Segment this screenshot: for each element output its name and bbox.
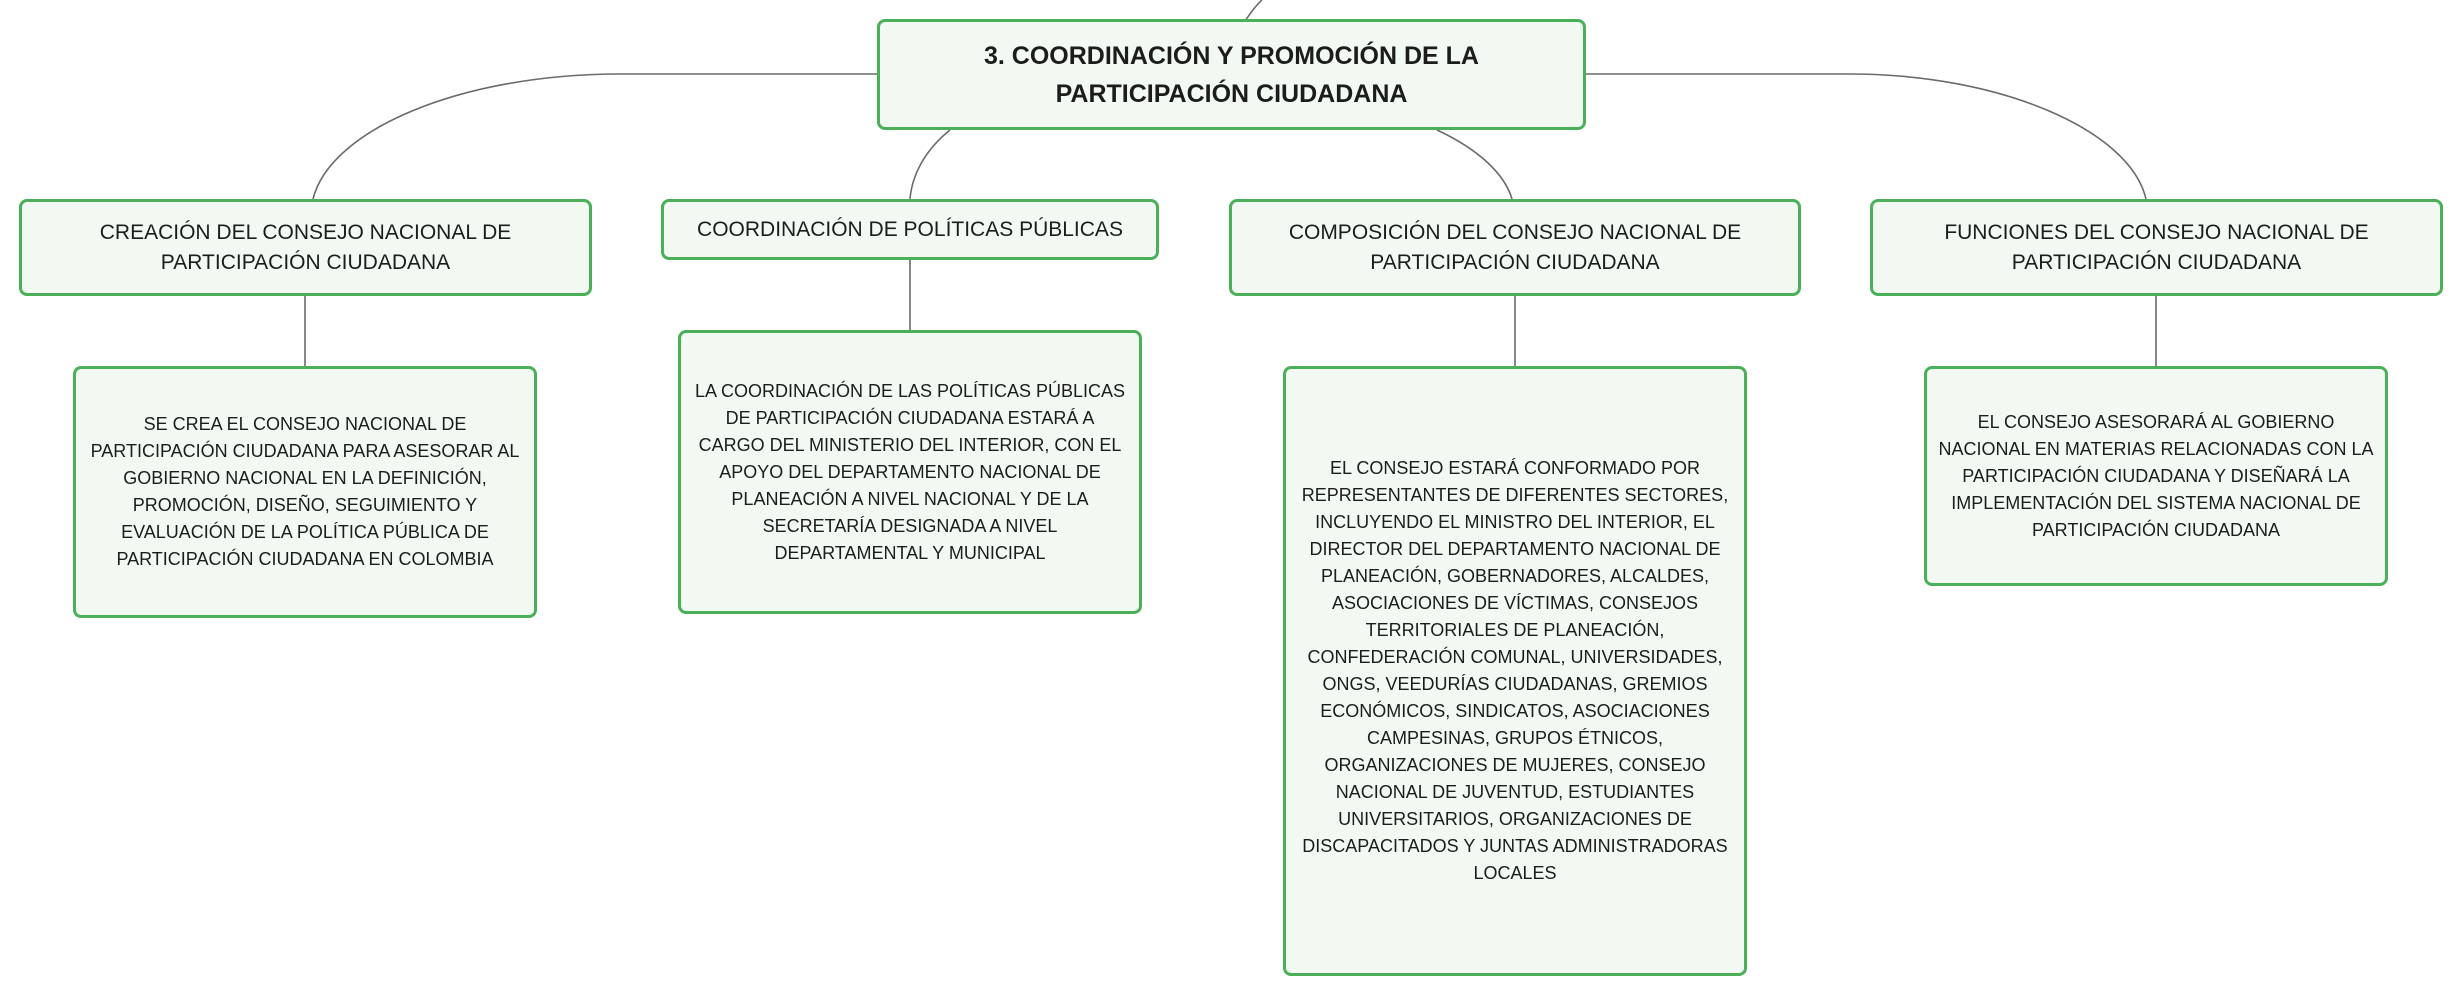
detail-topic-text: LA COORDINACIÓN DE LAS POLÍTICAS PÚBLICAS DE PARTICIPACIÓN CIUDADANA ESTARÁ A CARGO DEL MINISTERIO DEL INTERIOR, CON EL APOYO DEL DEPARTAMENTO NACIONAL DE PLANEACIÓN A NIVEL NACIONAL Y DE LA SECRETARÍA DESIGNADA A NIVEL DEPARTAMENTAL Y MUNICIPAL xyxy=(694,380,1126,563)
connector-root-to-branch-2 xyxy=(910,130,950,199)
branch-topic-label: FUNCIONES DEL CONSEJO NACIONAL DE PARTICIPACIÓN CIUDADANA xyxy=(1944,220,2369,274)
connector-root-to-branch-1 xyxy=(313,74,877,199)
detail-topic-coordinacion[interactable] xyxy=(678,330,1142,614)
detail-topic-text: EL CONSEJO ASESORARÁ AL GOBIERNO NACIONAL EN MATERIAS RELACIONADAS CON LA PARTICIPACIÓN CIUDADANA Y DISEÑARÁ LA IMPLEMENTACIÓN DEL SISTEMA NACIONAL DE PARTICIPACIÓN CIUDADANA xyxy=(1938,411,2374,540)
branch-topic-creacion[interactable] xyxy=(19,199,592,296)
detail-topic-text: SE CREA EL CONSEJO NACIONAL DE PARTICIPACIÓN CIUDADANA PARA ASESORAR AL GOBIERNO NACIONAL EN LA DEFINICIÓN, PROMOCIÓN, DISEÑO, SEGUIMIENTO Y EVALUACIÓN DE LA POLÍTICA PÚBLICA DE PARTICIPACIÓN CIUDADANA EN COLOMBIA xyxy=(90,414,520,569)
branch-topic-composicion[interactable] xyxy=(1229,199,1801,296)
root-topic[interactable] xyxy=(877,19,1586,130)
connector-root-to-branch-4 xyxy=(1586,74,2146,199)
connector-root-to-branch-3 xyxy=(1437,130,1512,199)
connector-parent-edge xyxy=(1245,0,1262,21)
detail-topic-composicion[interactable] xyxy=(1283,366,1747,976)
detail-topic-text: EL CONSEJO ESTARÁ CONFORMADO POR REPRESENTANTES DE DIFERENTES SECTORES, INCLUYENDO EL MINISTRO DEL INTERIOR, EL DIRECTOR DEL DEPARTAMENTO NACIONAL DE PLANEACIÓN, GOBERNADORES, ALCALDES, ASOCIACIONES DE VÍCTIMAS, CONSEJOS TERRITORIALES DE PLANEACIÓN, CONFEDERACIÓN COMUNAL, UNIVERSIDADES, ONGS, VEEDURÍAS CIUDADANAS, GREMIOS ECONÓMICOS, SINDICATOS, ASOCIACIONES CAMPESINAS, GRUPOS ÉTNICOS, ORGANIZACIONES DE MUJERES, CONSEJO NACIONAL DE JUVENTUD, ESTUDIANTES UNIVERSITARIOS, ORGANIZACIONES DE DISCAPACITADOS Y JUNTAS ADMINISTRADORAS LOCALES xyxy=(1301,458,1729,883)
root-topic-label: 3. COORDINACIÓN Y PROMOCIÓN DE LA PARTICIPACIÓN CIUDADANA xyxy=(984,41,1479,108)
branch-topic-label: COMPOSICIÓN DEL CONSEJO NACIONAL DE PARTICIPACIÓN CIUDADANA xyxy=(1288,220,1742,274)
branch-topic-coordinacion[interactable] xyxy=(661,199,1159,260)
branch-topic-funciones[interactable] xyxy=(1870,199,2443,296)
branch-topic-label: CREACIÓN DEL CONSEJO NACIONAL DE PARTICIPACIÓN CIUDADANA xyxy=(99,220,512,274)
detail-topic-funciones[interactable] xyxy=(1924,366,2388,586)
branch-topic-label: COORDINACIÓN DE POLÍTICAS PÚBLICAS xyxy=(697,217,1123,241)
detail-topic-creacion[interactable] xyxy=(73,366,537,618)
